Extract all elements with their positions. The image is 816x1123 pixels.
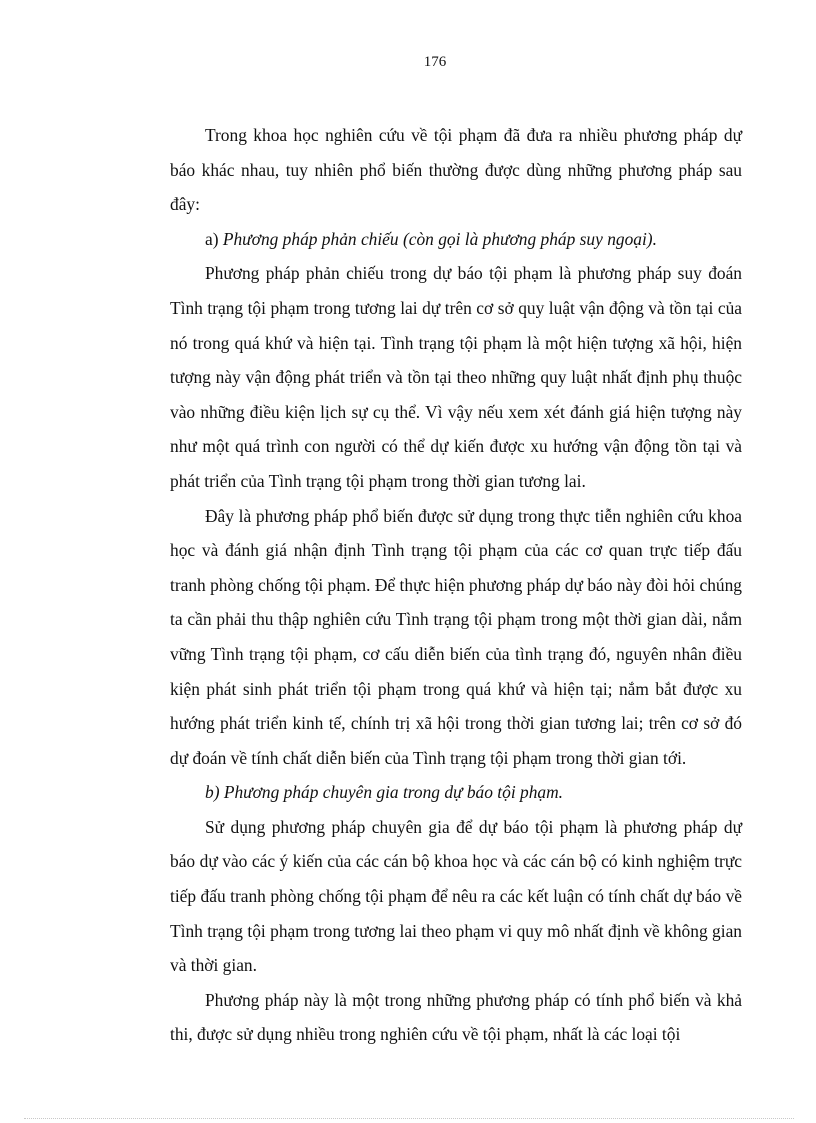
paragraph-intro: Trong khoa học nghiên cứu về tội phạm đã đưa ra nhiều phương pháp dự báo khác nhau, tuy nhiên phổ biến thường được dùng những phương pháp sau đây: bbox=[170, 125, 742, 215]
paragraph-feasibility: Phương pháp này là một trong những phương pháp có tính phổ biến và khả thi, được sử dụng nhiều trong nghiên cứu về tội phạm, nhất là các loại tội bbox=[170, 989, 742, 1045]
paragraph-extrapolation: Phương pháp phản chiếu trong dự báo tội phạm là phương pháp suy đoán Tình trạng tội phạm trong tương lai dự trên cơ sở quy luật vận động và tồn tại của nó trong quá khứ và hiện tại. Tình trạng tội phạm là một hiện tượng xã hội, hiện tượng này vận động phát triển và tồn tại theo những quy luật nhất định phụ thuộc vào những điều kiện lịch sự cụ thể. Vì vậy nếu xem xét đánh giá hiện tượng này như một quá trình con người có thể dự kiến được xu hướng vận động tồn tại và phát triển của Tình trạng tội phạm trong thời gian tương lai. bbox=[170, 263, 742, 491]
subheading-a-text: Phương pháp phản chiếu (còn gọi là phương pháp suy ngoại). bbox=[222, 228, 657, 249]
paragraph-expert-method: Sử dụng phương pháp chuyên gia để dự báo tội phạm là phương pháp dự báo dự vào các ý kiến của các cán bộ khoa học và các cán bộ có kinh nghiệm trực tiếp đấu tranh phòng chống tội phạm để nêu ra các kết luận có tính chất dự báo về Tình trạng tội phạm trong tương lai theo phạm vi quy mô nhất định về không gian và thời gian. bbox=[170, 816, 742, 976]
page-number: 176 bbox=[423, 54, 447, 70]
paragraph-common-method: Đây là phương pháp phổ biến được sử dụng trong thực tiễn nghiên cứu khoa học và đánh giá nhận định Tình trạng tội phạm của các cơ quan trực tiếp đấu tranh phòng chống tội phạm. Để thực hiện phương pháp dự báo này đòi hỏi chúng ta cần phải thu thập nghiên cứu Tình trạng tội phạm trong một thời gian dài, nắm vững Tình trạng tội phạm, cơ cấu diễn biến của tình trạng đó, nguyên nhân điều kiện phát sinh phát triển tội phạm trong quá khứ và hiện tại; nắm bắt được xu hướng phát triển kinh tế, chính trị xã hội trong thời gian tương lai; trên cơ sở đó dự đoán về tính chất diễn biến của Tình trạng tội phạm trong thời gian tới. bbox=[170, 505, 742, 768]
subheading-b: b) Phương pháp chuyên gia trong dự báo tội phạm. bbox=[205, 782, 563, 803]
subheading-a bbox=[170, 222, 742, 257]
document-body bbox=[170, 118, 742, 1052]
subheading-a-prefix: a) bbox=[205, 228, 223, 249]
footer-divider bbox=[24, 1118, 794, 1119]
